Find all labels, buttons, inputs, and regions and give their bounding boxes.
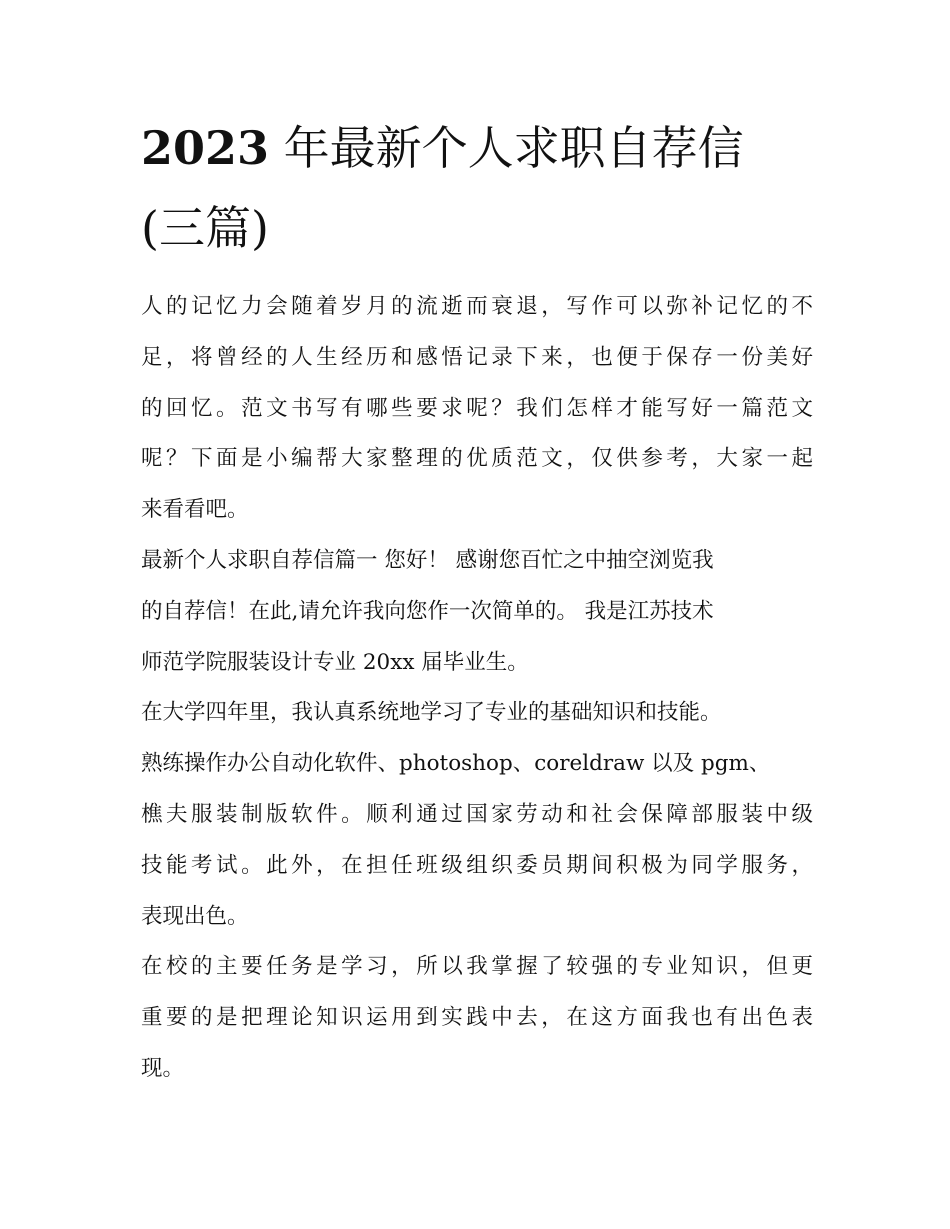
paragraph-intro	[141, 282, 813, 536]
title-line-1	[141, 118, 813, 178]
text-line: 的回忆。范文书写有哪些要求呢？我们怎样才能写好一篇范文	[141, 395, 813, 421]
text-line: 在校的主要任务是学习，所以我掌握了较强的专业知识，但更	[141, 954, 813, 980]
document-title	[141, 118, 813, 258]
title-year: 2023	[141, 121, 270, 175]
text-line: 技能考试。此外，在担任班级组织委员期间积极为同学服务，	[141, 852, 813, 878]
paragraph-greeting	[141, 536, 813, 688]
text-line: 的自荐信！在此,请允许我向您作一次简单的。 我是江苏技术	[141, 598, 714, 624]
text-line: 在大学四年里，我认真系统地学习了专业的基础知识和技能。	[141, 700, 722, 726]
text-line: 熟练操作办公自动化软件、photoshop、coreldraw 以及 pgm、	[141, 751, 771, 777]
text-line: 足，将曾经的人生经历和感悟记录下来，也便于保存一份美好	[141, 344, 813, 370]
text-line: 最新个人求职自荐信篇一 您好！ 感谢您百忙之中抽空浏览我	[141, 547, 714, 573]
text-line: 来看看吧。	[141, 497, 249, 523]
text-line: 樵夫服装制版软件。顺利通过国家劳动和社会保障部服装中级	[141, 801, 813, 827]
text-line: 重要的是把理论知识运用到实践中去，在这方面我也有出色表	[141, 1005, 813, 1031]
document-body	[141, 118, 813, 1095]
paragraph-skills	[141, 688, 813, 942]
paragraph-study	[141, 942, 813, 1094]
text-line: 呢？下面是小编帮大家整理的优质范文，仅供参考，大家一起	[141, 446, 813, 472]
title-text: 年最新个人求职自荐信	[269, 121, 744, 175]
title-line-2: (三篇)	[141, 201, 269, 255]
text-line: 师范学院服装设计专业 20xx 届毕业生。	[141, 649, 529, 675]
text-line: 表现出色。	[141, 903, 249, 929]
text-line: 现。	[141, 1055, 185, 1081]
text-line: 人的记忆力会随着岁月的流逝而衰退，写作可以弥补记忆的不	[141, 294, 813, 319]
